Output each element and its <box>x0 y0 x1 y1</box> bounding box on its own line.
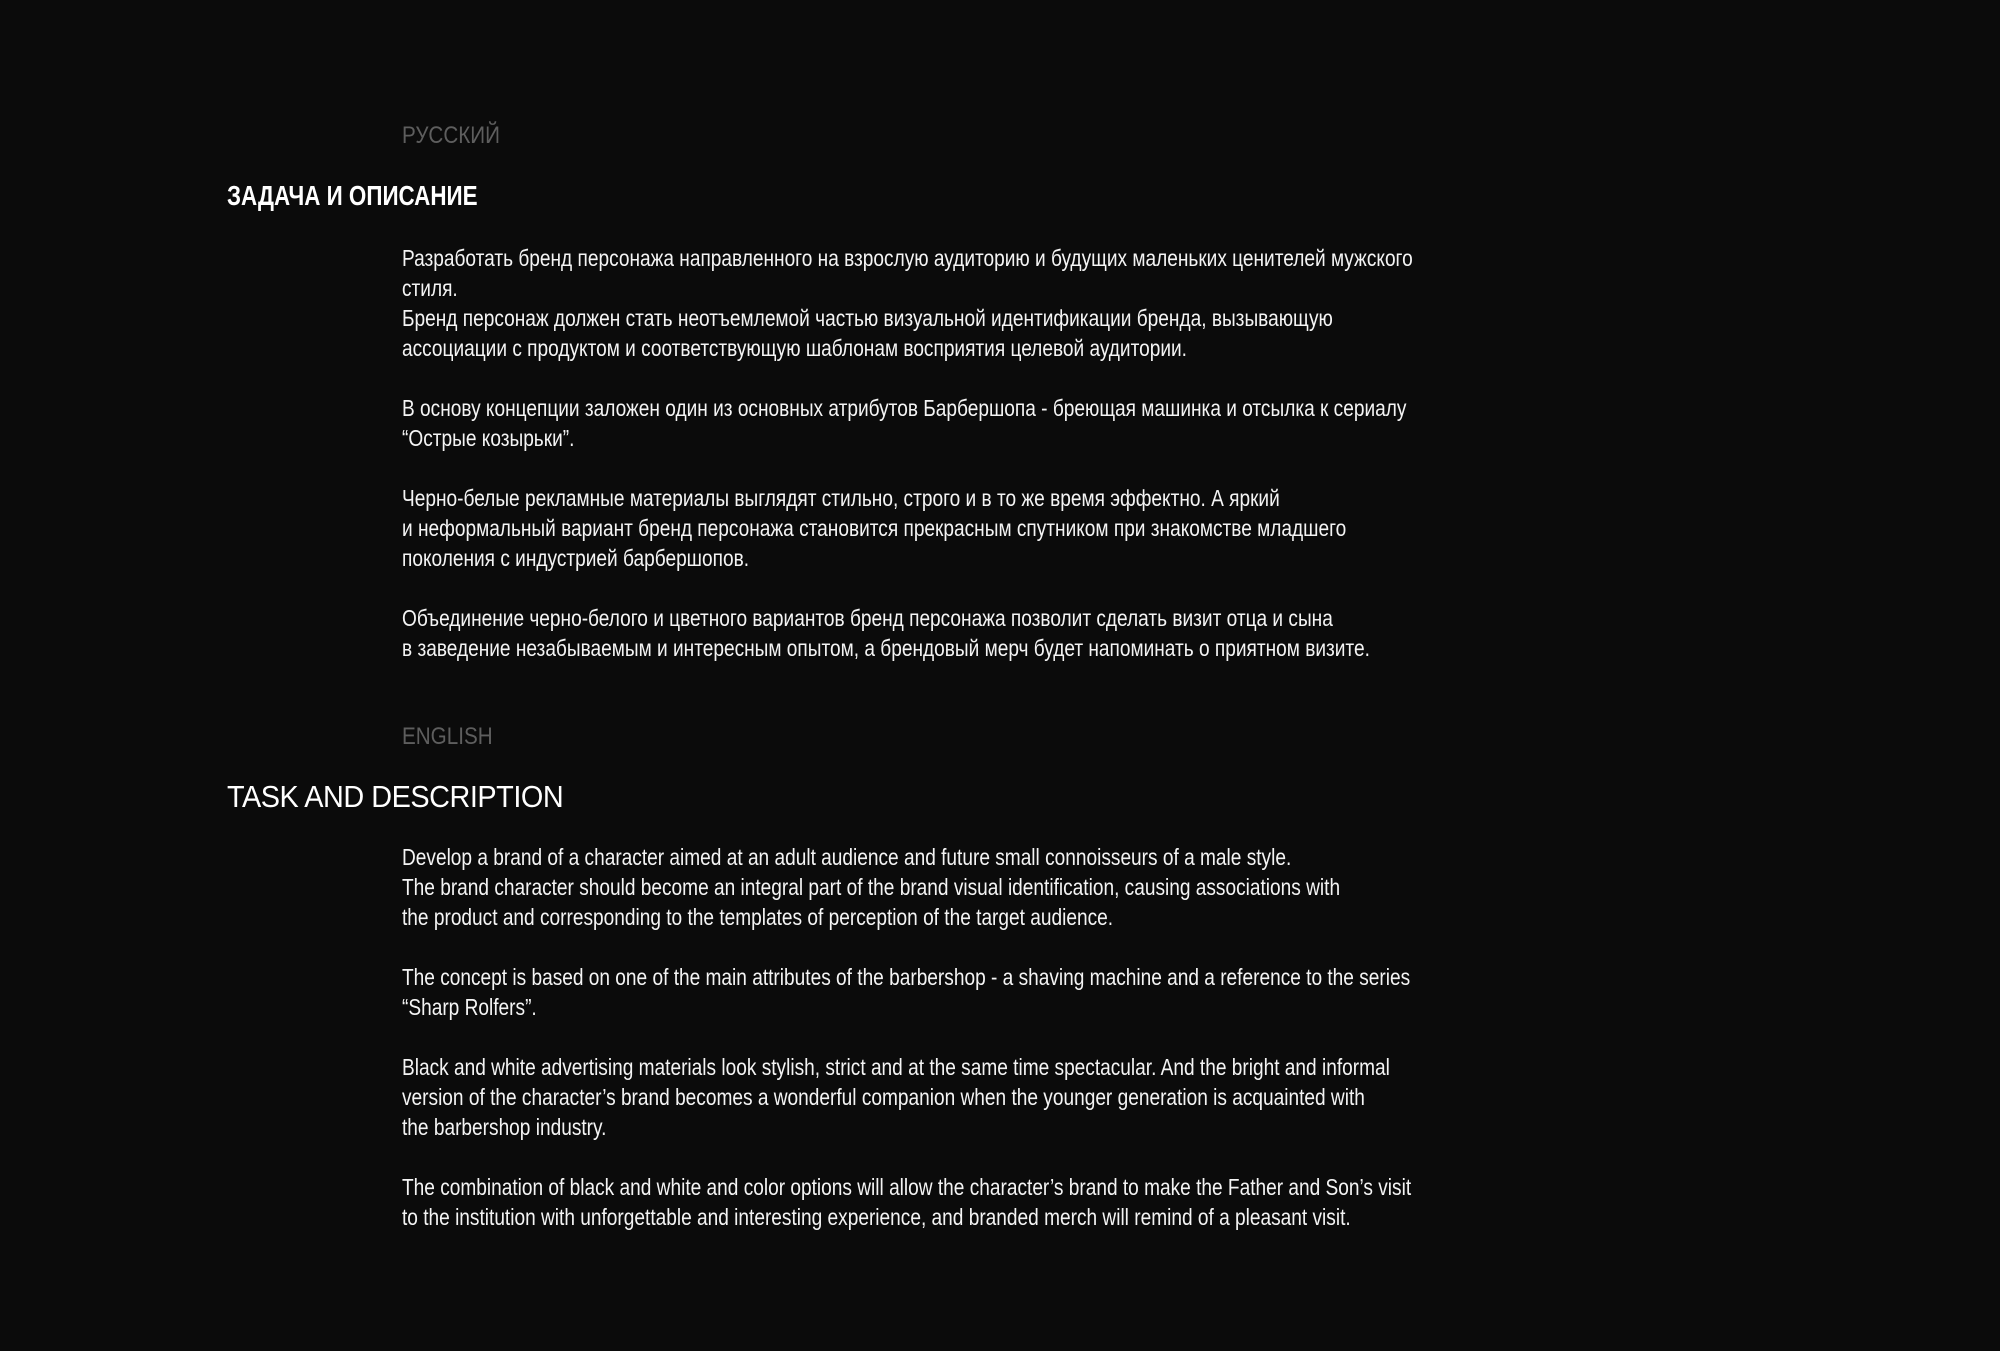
paragraph-en-2 <box>402 962 1802 1022</box>
text-line: в заведение незабываемым и интересным опытом, а брендовый мерч будет напоминать о приятном визите. <box>402 635 1370 661</box>
paragraph-ru-3 <box>402 483 1802 573</box>
heading-task-description-ru: ЗАДАЧА И ОПИСАНИЕ <box>227 180 478 211</box>
description-body-ru <box>402 243 1802 693</box>
heading-task-description-en: TASK AND DESCRIPTION <box>227 779 564 814</box>
paragraph-en-4 <box>402 1172 1802 1232</box>
text-line: version of the character’s brand becomes a wonderful companion when the younger generation is acquainted with <box>402 1084 1365 1110</box>
text-line: и неформальный вариант бренд персонажа становится прекрасным спутником при знакомстве младшего <box>402 515 1347 541</box>
text-line: Разработать бренд персонажа направленного на взрослую аудиторию и будущих маленьких ценителей мужского <box>402 245 1413 271</box>
text-line: Объединение черно-белого и цветного вариантов бренд персонажа позволит сделать визит отца и сына <box>402 605 1333 631</box>
text-line: the barbershop industry. <box>402 1114 607 1140</box>
text-line: стиля. <box>402 275 458 301</box>
text-line: Black and white advertising materials look stylish, strict and at the same time spectacular. And the bright and informal <box>402 1054 1390 1080</box>
lang-label-russian: РУССКИЙ <box>402 122 500 149</box>
paragraph-ru-2 <box>402 393 1802 453</box>
text-line: to the institution with unforgettable and interesting experience, and branded merch will remind of a pleasant visit. <box>402 1204 1351 1230</box>
paragraph-ru-1 <box>402 243 1802 363</box>
text-line: Бренд персонаж должен стать неотъемлемой частью визуальной идентификации бренда, вызывающую <box>402 305 1333 331</box>
text-line: The combination of black and white and color options will allow the character’s brand to make the Father and Son’s visit <box>402 1174 1412 1200</box>
paragraph-en-1 <box>402 842 1802 932</box>
paragraph-en-3 <box>402 1052 1802 1142</box>
paragraph-ru-4 <box>402 603 1802 663</box>
description-body-en <box>402 842 1802 1262</box>
text-line: Develop a brand of a character aimed at an adult audience and future small connoisseurs of a male style. <box>402 844 1292 870</box>
text-line: поколения с индустрией барбершопов. <box>402 545 750 571</box>
text-line: “Sharp Rolfers”. <box>402 994 537 1020</box>
text-line: The brand character should become an integral part of the brand visual identification, causing associations with <box>402 874 1341 900</box>
text-line: “Острые козырьки”. <box>402 425 575 451</box>
text-line: ассоциации с продуктом и соответствующую шаблонам восприятия целевой аудитории. <box>402 335 1187 361</box>
lang-label-english: ENGLISH <box>402 723 493 750</box>
text-line: В основу концепции заложен один из основных атрибутов Барбершопа - бреющая машинка и отсылка к сериалу <box>402 395 1407 421</box>
text-line: The concept is based on one of the main attributes of the barbershop - a shaving machine and a reference to the series <box>402 964 1411 990</box>
text-line: the product and corresponding to the templates of perception of the target audience. <box>402 904 1114 930</box>
text-line: Черно-белые рекламные материалы выглядят стильно, строго и в то же время эффектно. А яркий <box>402 485 1280 511</box>
